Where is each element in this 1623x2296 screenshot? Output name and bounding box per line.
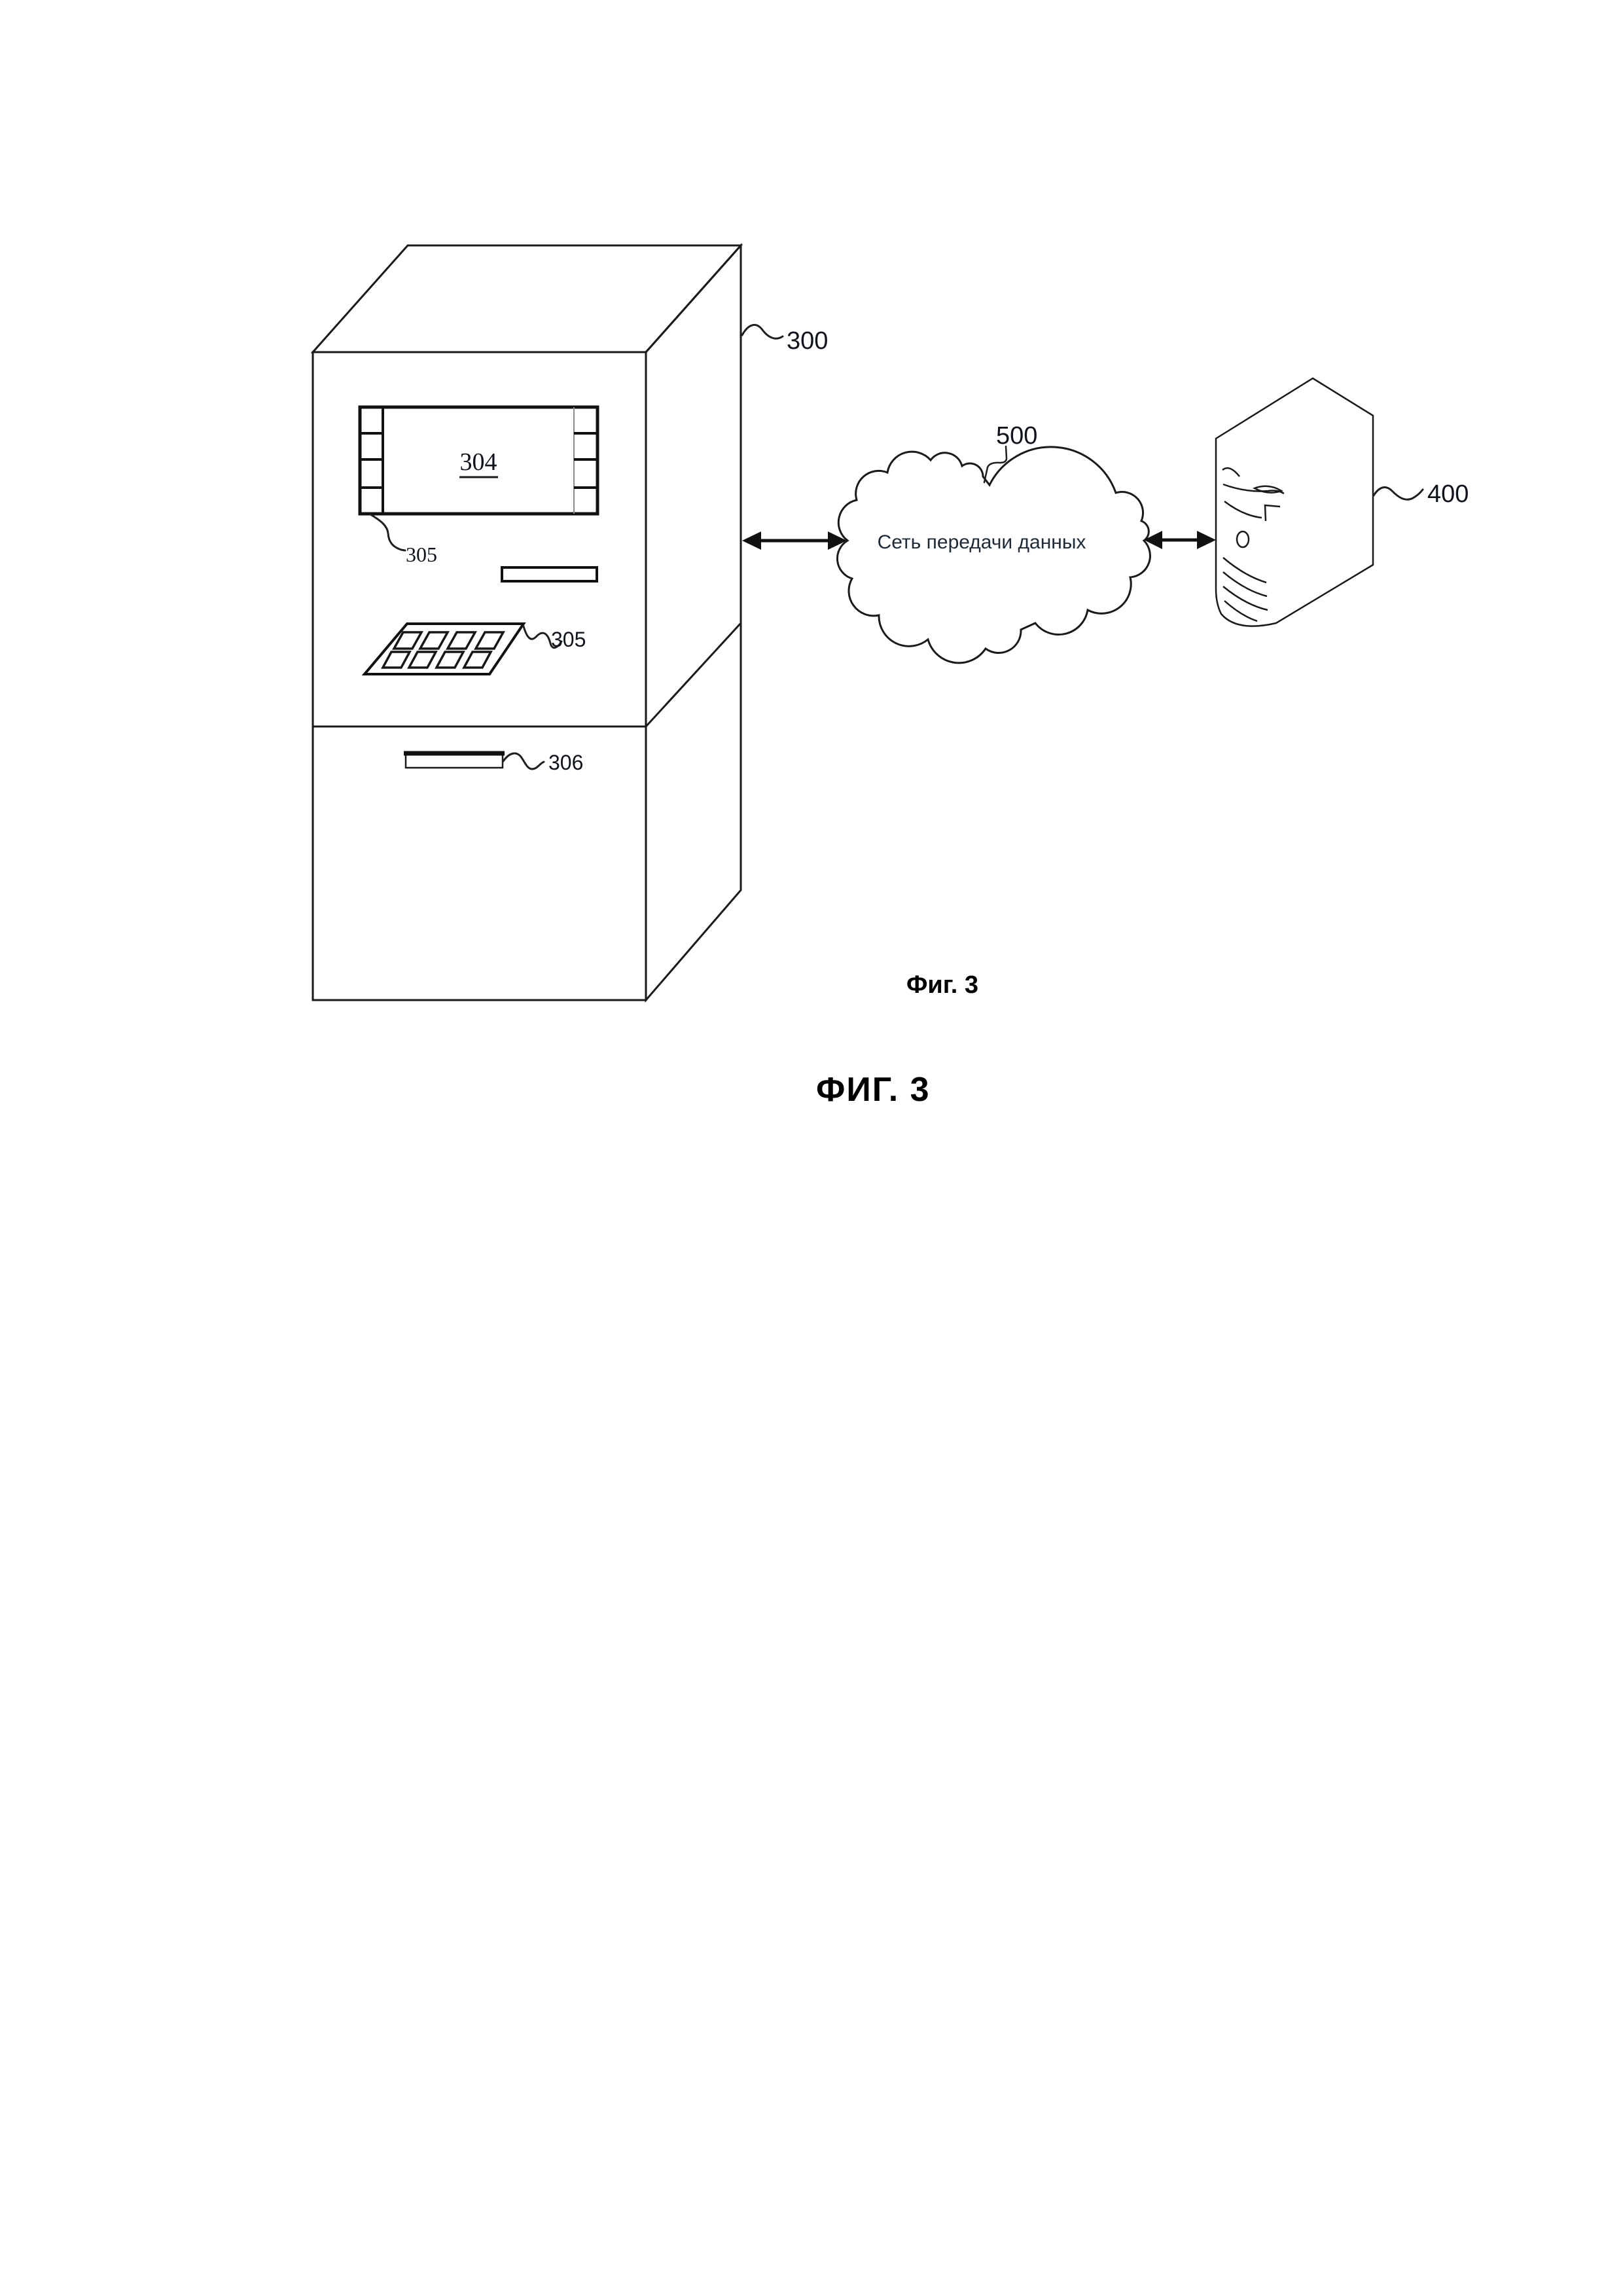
atm-top-face: [313, 245, 741, 352]
atm-section-divider-side: [646, 623, 741, 726]
keypad-key: [420, 632, 448, 649]
leader-500: [984, 446, 1007, 482]
arrow-atm-network: [742, 531, 847, 550]
arrowhead-left: [742, 531, 761, 550]
keypad-key: [383, 652, 410, 668]
keypad-key: [437, 652, 463, 668]
atm-machine: [313, 245, 741, 1000]
ref-dispenser-306: 306: [548, 751, 584, 774]
keypad-key: [476, 632, 503, 649]
disc-drive-icon: [1222, 468, 1284, 521]
leader-300: [742, 325, 783, 338]
vent-line: [1223, 586, 1268, 610]
leader-306: [503, 753, 544, 769]
disc-tray-line: [1265, 505, 1280, 521]
arrowhead-right: [828, 531, 847, 550]
arrow-network-server: [1144, 531, 1216, 549]
ref-server-400: 400: [1427, 480, 1469, 508]
atm-side-face: [646, 245, 741, 1000]
leader-305-display: [370, 514, 405, 550]
arrowhead-left: [1144, 531, 1162, 549]
power-button-icon: [1237, 531, 1249, 547]
display-side-buttons-right: [574, 433, 597, 488]
arrowhead-right: [1197, 531, 1216, 549]
vent-line: [1224, 601, 1257, 621]
cash-dispenser-slot: [404, 753, 505, 768]
leader-400: [1374, 488, 1423, 500]
card-slot: [502, 567, 597, 581]
keypad-key: [409, 652, 436, 668]
vent-lines-icon: [1223, 558, 1268, 621]
vent-line: [1223, 558, 1266, 583]
display-screen: [360, 407, 597, 514]
ref-keypad-305: 305: [551, 628, 586, 651]
network-cloud: [837, 447, 1150, 663]
disc-drive-line: [1224, 501, 1262, 518]
keypad: [365, 624, 524, 674]
caption-fig3-main: ФИГ. 3: [816, 1071, 931, 1109]
vent-line: [1223, 572, 1267, 596]
caption-fig3-inline: Фиг. 3: [906, 971, 979, 999]
keypad-key: [464, 652, 491, 668]
server-outline: [1216, 378, 1373, 626]
cloud-outline: [837, 447, 1150, 663]
ref-network-500: 500: [996, 422, 1038, 450]
display-side-buttons-left: [360, 433, 383, 488]
disc-drive-line: [1222, 468, 1240, 476]
ref-display-buttons-305: 305: [406, 543, 437, 566]
keypad-key: [448, 632, 475, 649]
network-label: Сеть передачи данных: [877, 531, 1086, 553]
ref-atm-300: 300: [787, 327, 829, 355]
ref-display-304: 304: [459, 448, 497, 476]
server-tower: [1216, 378, 1373, 626]
